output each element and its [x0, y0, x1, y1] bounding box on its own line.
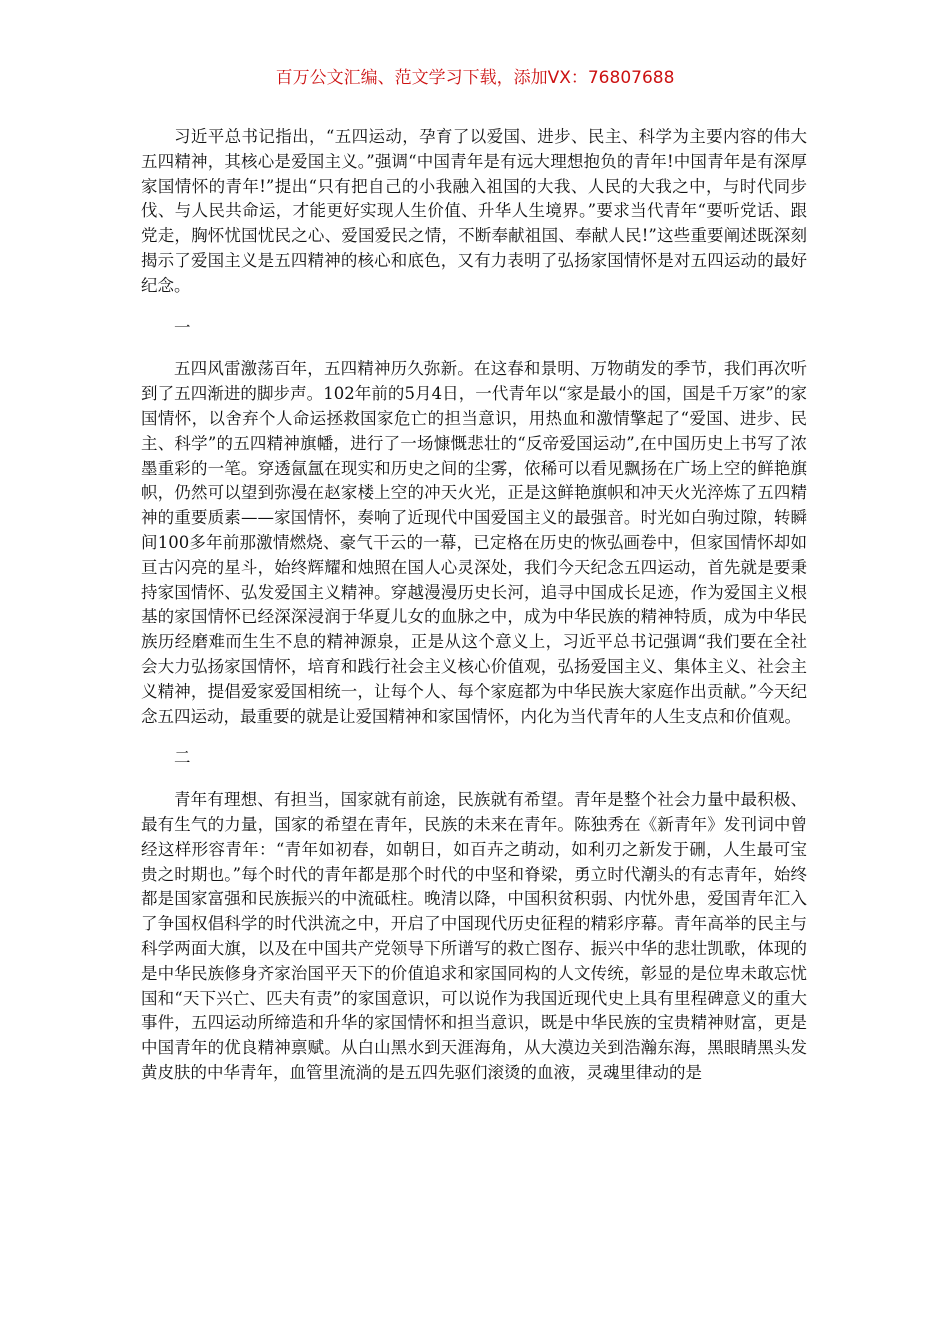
section-heading-1: 一	[174, 317, 191, 337]
watermark-banner: 百万公文汇编、范文学习下载，添加VX：76807688	[275, 68, 675, 88]
document-body	[141, 125, 807, 1086]
section-1-paragraph: 五四风雷激荡百年，五四精神历久弥新。在这春和景明、万物萌发的季节，我们再次听到了五四渐进的脚步声。102年前的5月4日，一代青年以“家是最小的国，国是千万家”的家国情怀，以舍弃个人命运拯救国家危亡的担当意识，用热血和激情擎起了“爱国、进步、民主、科学”的五四精神旗幡，进行了一场慷慨悲壮的“反帝爱国运动”,在中国历史上书写了浓墨重彩的一笔。穿透氤氲在现实和历史之间的尘雾，依稀可以看见飘扬在广场上空的鲜艳旗帜，仍然可以望到弥漫在赵家楼上空的冲天火光，正是这鲜艳旗帜和冲天火光淬炼了五四精神的重要质素——家国情怀，奏响了近现代中国爱国主义的最强音。时光如白驹过隙，转瞬间100多年前那激情燃烧、豪气干云的一幕，已定格在历史的恢弘画卷中，但家国情怀却如亘古闪亮的星斗，始终辉耀和烛照在国人心灵深处，我们今天纪念五四运动，首先就是要秉持家国情怀、弘发爱国主义精神。穿越漫漫历史长河，追寻中国成长足迹，作为爱国主义根基的家国情怀已经深深浸润于华夏儿女的血脉之中，成为中华民族的精神特质，成为中华民族历经磨难而生生不息的精神源泉，正是从这个意义上，习近平总书记强调“我们要在全社会大力弘扬家国情怀，培育和践行社会主义核心价值观，弘扬爱国主义、集体主义、社会主义精神，提倡爱家爱国相统一，让每个人、每个家庭都为中华民族大家庭作出贡献。”今天纪念五四运动，最重要的就是让爱国精神和家国情怀，内化为当代青年的人生支点和价值观。	[141, 359, 807, 726]
section-heading-2: 二	[174, 748, 191, 768]
intro-paragraph: 习近平总书记指出，“五四运动，孕育了以爱国、进步、民主、科学为主要内容的伟大五四精神，其核心是爱国主义。”强调“中国青年是有远大理想抱负的青年!中国青年是有深厚家国情怀的青年!”提出“只有把自己的小我融入祖国的大我、人民的大我之中，与时代同步伐、与人民共命运，才能更好实现人生价值、升华人生境界。”要求当代青年“要听党话、跟党走，胸怀忧国忧民之心、爱国爱民之情，不断奉献祖国、奉献人民!”这些重要阐述既深刻揭示了爱国主义是五四精神的核心和底色，又有力表明了弘扬家国情怀是对五四运动的最好纪念。	[141, 127, 807, 295]
section-2-paragraph: 青年有理想、有担当，国家就有前途，民族就有希望。青年是整个社会力量中最积极、最有生气的力量，国家的希望在青年，民族的未来在青年。陈独秀在《新青年》发刊词中曾经这样形容青年：“青年如初春，如朝日，如百卉之萌动，如利刃之新发于硎，人生最可宝贵之时期也。”每个时代的青年都是那个时代的中坚和脊梁，勇立时代潮头的有志青年，始终都是国家富强和民族振兴的中流砥柱。晚清以降，中国积贫积弱、内忧外患，爱国青年汇入了争国权倡科学的时代洪流之中，开启了中国现代历史征程的精彩序幕。青年高举的民主与科学两面大旗，以及在中国共产党领导下所谱写的救亡图存、振兴中华的悲壮凯歌，体现的是中华民族修身齐家治国平天下的价值追求和家国同构的人文传统，彰显的是位卑未敢忘忧国和“天下兴亡、匹夫有责”的家国意识，可以说作为我国近现代史上具有里程碑意义的重大事件，五四运动所缔造和升华的家国情怀和担当意识，既是中华民族的宝贵精神财富，更是中国青年的优良精神禀赋。从白山黑水到天涯海角，从大漠边关到浩瀚东海，黑眼睛黑头发黄皮肤的中华青年，血管里流淌的是五四先驱们滚烫的血液，灵魂里律动的是	[141, 790, 807, 1082]
